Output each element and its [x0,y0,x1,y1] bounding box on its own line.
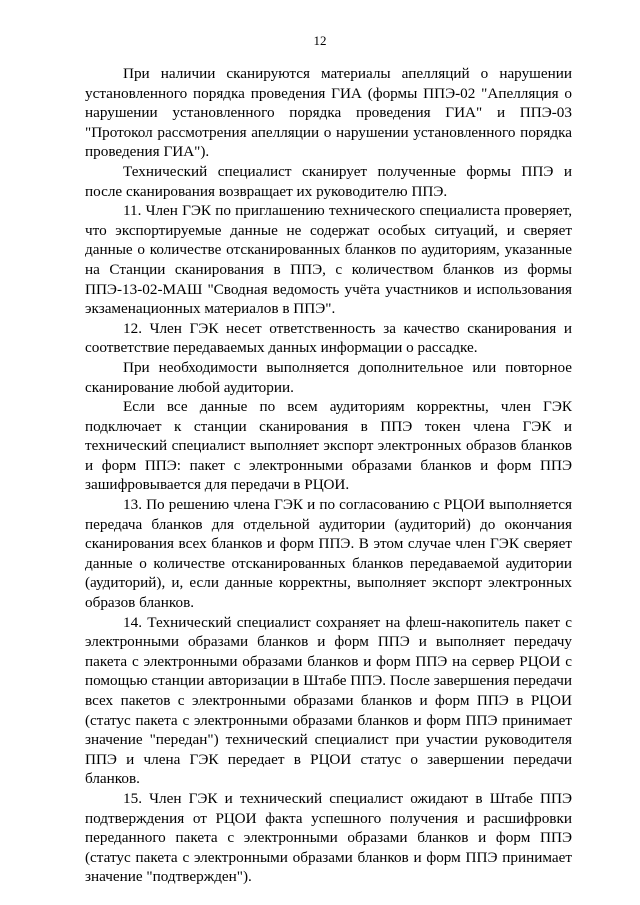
page-number: 12 [313,33,327,48]
paragraph-item-11: 11. Член ГЭК по приглашению технического специалиста проверяет, что экспортируемые данные не содержат особых ситуаций, и сверяет данные о количестве отсканированных бланков по аудиториям, указанные на Станции сканирования в ППЭ, с количеством бланков из формы ППЭ-13-02-МАШ "Сводная ведомость учёта участников и использования экзаменационных материалов в ППЭ". [85,202,572,318]
paragraph-appeals-scanning: При наличии сканируются материалы апелляций о нарушении установленного порядка проведения ГИА (формы ППЭ-02 "Апелляция о нарушении установленного порядка проведения ГИА" и ППЭ-03 "Протокол рассмотрения апелляции о нарушении установленного порядка проведения ГИА"). [85,65,572,161]
paragraph-item-12: 12. Член ГЭК несет ответственность за качество сканирования и соответствие передаваемых данных информации о рассадке. [85,319,572,357]
paragraph-rescan: При необходимости выполняется дополнительное или повторное сканирование любой аудитории. [85,358,572,396]
paragraph-item-15: 15. Член ГЭК и технический специалист ожидают в Штабе ППЭ подтверждения от РЦОИ факта успешного получения и расшифровки переданного пакета с электронными образами бланков и форм ППЭ (статус пакета с электронными образами бланков и форм ППЭ принимает значение "подтвержден"). [85,789,572,886]
paragraph-forms-returned: Технический специалист сканирует полученные формы ППЭ и после сканирования возвращает их руководителю ППЭ. [85,162,572,200]
paragraph-export: Если все данные по всем аудиториям корректны, член ГЭК подключает к станции сканирования в ППЭ токен члена ГЭК и технический специалист выполняет экспорт электронных образов бланков и форм ППЭ: пакет с электронными образами бланков и форм ППЭ зашифровывается для передачи в РЦОИ. [85,398,572,494]
document-body [85,64,572,887]
paragraph-item-13: 13. По решению члена ГЭК и по согласованию с РЦОИ выполняется передача бланков для отдельной аудитории (аудиторий) до окончания сканирования всех бланков и форм ППЭ. В этом случае член ГЭК сверяет данные о количестве отсканированных бланков передаваемой аудитории (аудиторий), и, если данные корректны, выполняет экспорт электронных образов бланков. [85,496,572,612]
paragraph-item-14: 14. Технический специалист сохраняет на флеш-накопитель пакет с электронными образами бланков и форм ППЭ и выполняет передачу пакета с электронными образами бланков и форм ППЭ на сервер РЦОИ с помощью станции авторизации в Штабе ППЭ. После завершения передачи всех пакетов с электронными образами бланков и форм ППЭ в РЦОИ (статус пакета с электронными образами бланков и форм ППЭ принимает значение "передан") технический специалист при участии руководителя ППЭ и члена ГЭК передает в РЦОИ статус о завершении передачи бланков. [85,613,572,788]
